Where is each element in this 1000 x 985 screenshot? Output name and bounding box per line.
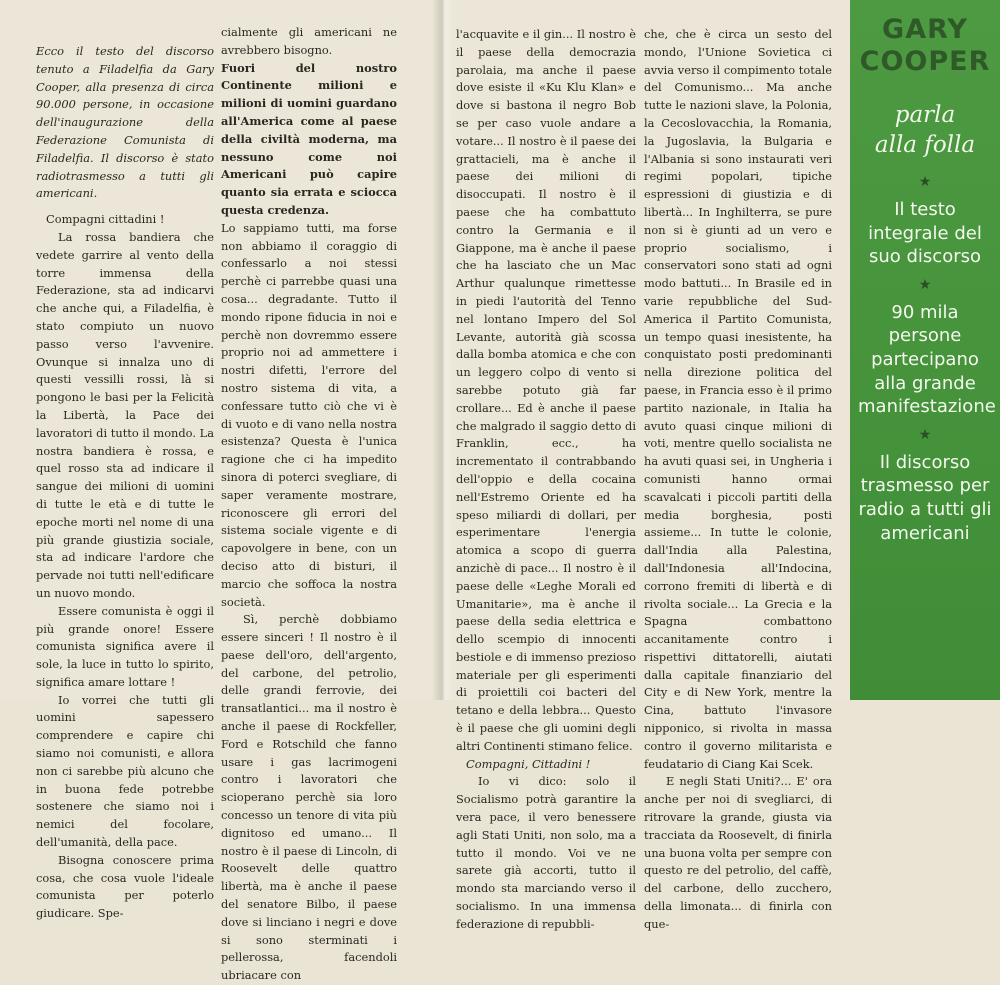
- speech-paragraph: Lo sappiamo tutti, ma forse non abbiamo il coraggio di confessarlo a noi stessi perchè ci parrebbe quasi una cosa... degradante. Tutto il mondo ripone fiducia in noi e perchè non dovremmo essere proprio noi ad ammettere i nostri difetti, l'errore del nostro sistema di vita, a confessare tutto ciò che vi è di vuoto e di vano nella nostra esistenza? Questa è l'unica ragione che ci ha impedito sinora di poterci svegliare, di saper veramente mostrare, riconoscere gli errori del sistema sociale vigente e di capovolgere in bene, con un deciso atto di bisturi, il marcio che soffoca la nostra società.: [221, 220, 397, 609]
- bold-passage: Fuori del nostro Continente milioni e milioni di uomini guardano all'America come al paese della civiltà moderna, ma nessuno come noi Americani può capire quanto sia errata e sciocca questa credenza.: [221, 60, 397, 217]
- green-cover-panel: [850, 0, 1000, 700]
- salutation: Compagni cittadini !: [46, 212, 165, 227]
- intro-paragraph: Ecco il testo del discorso tenuto a Filadelfia da Gary Cooper, alla presenza di circa 90.000 persone, in occasione dell'inaugurazione della Federazione Comunista di Filadelfia. Il discorso è stato radiotrasmesso a tutti gli americani.: [36, 44, 214, 201]
- star-icon: ★: [918, 174, 932, 190]
- speech-paragraph: Io vorrei che tutti gli uomini sapessero comprendere e capire chi siamo noi comunisti, e allora non ci sarebbe più alcuno che in buona fede potrebbe sostenere che siamo noi i nemici del focolare, dell'umanità, della pace.: [36, 692, 214, 850]
- center-fold: [432, 0, 454, 700]
- speech-paragraph: Essere comunista è oggi il più grande onore! Essere comunista significa avere il sole, la luce in tutto lo spirito, significa amare lottare !: [36, 603, 214, 689]
- cover-blurb-1: Il testo integrale del suo discorso: [868, 199, 982, 268]
- speech-paragraph: E negli Stati Uniti?... E' ora anche per noi di svegliarci, di ritrovare la grande, giusta via tracciata da Roosevelt, di finirla una buona volta per sempre con questo re del petrolio, del caffè, del carbone, dello zucchero, della limonata... di finirla con que-: [644, 774, 832, 931]
- title-line-gary: GARY: [882, 14, 968, 45]
- cover-blurb-3: Il discorso trasmesso per radio a tutti gli americani: [858, 451, 992, 544]
- text-column-4: [644, 0, 832, 931]
- script-line-2: alla folla: [874, 132, 976, 158]
- star-icon: ★: [918, 426, 932, 443]
- speech-paragraph: Bisogna conoscere prima cosa, che cosa vuole l'ideale comunista per poterlo giudicare. Spe-: [36, 852, 214, 921]
- star-icon: ★: [918, 276, 932, 293]
- speech-paragraph: che, che è circa un sesto del mondo, l'Unione Sovietica ci avvia verso il compimento totale del Comunismo... Ma anche tutte le nazioni slave, la Polonia, la Cecoslovacchia, la Romania, la Jugoslavia, la Bulgaria e l'Albania si sono instaurati veri regimi popolari, tipiche espressioni di giustizia e di libertà... In Inghilterra, se pure non si è giunti ad un vero e proprio socialismo, i conservatori sono stati ad ogni modo battuti... In Brasile ed in varie repubbliche del Sud-America il Partito Comunista, un tempo quasi inesistente, ha conquistato posti predominanti nella direzione politica del paese, in Francia esso è il primo partito nazionale, in Italia ha avuto quasi cinque milioni di voti, mentre quello socialista ne ha avuti quasi sei, in Ungheria i comunisti hanno ormai scavalcati i piccoli partiti della media borghesia, posti assieme... In tutte le colonie, dall'India alla Palestina, dall'Indonesia all'Indocina, corrono fremiti di libertà e di rivolta sociale... La Grecia e la Spagna combattono accanitamente contro i rispettivi dittatorelli, aiutati dalla capitale finanziario del City e di New York, mentre la Cina, battuto l'invasore nipponico, si rivolta in massa contro il governo militarista e feudatario di Ciang Kai Scek.: [644, 27, 832, 771]
- cover-title: [850, 14, 1000, 78]
- speech-paragraph: cialmente gli americani ne avrebbero bisogno.: [221, 25, 397, 57]
- salutation: Compagni, Cittadini !: [466, 756, 591, 771]
- speech-paragraph: Sì, perchè dobbiamo essere sinceri ! Il nostro è il paese dell'oro, dell'argento, del carbone, del petrolio, delle grandi ferrovie, dei transatlantici... ma il nostro è anche il paese di Rockfeller, Ford e Rotschild che fanno usare i gas lacrimogeni contro i lavoratori che scioperano perchè sia loro concesso un tenore di vita più dignitoso ed umano... Il nostro è il paese di Lincoln, di Roosevelt delle quattro libertà, ma è anche il paese del senatore Bilbo, il paese dove si linciano i negri e dove si sono sterminati i pellerossa, facendoli ubriacare con: [221, 612, 397, 983]
- text-column-3: [456, 0, 636, 931]
- cover-script-subtitle: [850, 100, 1000, 160]
- script-line-1: parla: [894, 102, 956, 128]
- text-column-2: [221, 0, 397, 983]
- text-column-1: [36, 0, 214, 921]
- speech-paragraph: Io vi dico: solo il Socialismo potrà garantire la vera pace, il vero benessere agli Stati Uniti, non solo, ma a tutto il mondo. Voi ve ne sarete già accorti, tutto il mondo sta marciando verso il socialismo. In una immensa federazione di repubbli-: [456, 774, 636, 931]
- speech-paragraph: l'acquavite e il gin... Il nostro è il paese della democrazia parolaia, ma anche il paese dove esiste il «Ku Klu Klan» e dove si bastona il negro Bob se per caso vuole andare a votare... Il nostro è il paese dei grattacieli, ma è anche il paese dei milioni di disoccupati. Il nostro è il paese che ha combattuto contro la Germania e il Giappone, ma è anche il paese che ha lasciato che un Mac Arthur qualunque rimettesse in piedi l'autorità del Tenno nel lontano Impero del Sol Levante, autorità già scossa dalla bomba atomica e che con un leggero colpo di vento si sarebbe potuto già far crollare... Ed è anche il paese che malgrado il saggio detto di Franklin, ecc., ha incrementato il contrabbando dell'oppio e della cocaina nell'Estremo Oriente ed ha speso miliardi di dollari, per esperimentare l'energia atomica a scopo di guerra anzichè di pace... Il nostro è il paese delle «Leghe Morali ed Umanitarie», ma è anche il paese della sedia elettrica e dello scempio di innocenti bestiole e di immenso prezioso materiale per gli esperimenti di proiettili coi bacteri del tetano e della lebbra... Questo è il paese che gli uomini degli altri Continenti stimano felice.: [456, 27, 636, 753]
- cover-blurb-2: 90 mila persone partecipano alla grande manifestazione: [858, 301, 996, 418]
- speech-paragraph: La rossa bandiera che vedete garrire al vento della torre immensa della Federazione, sta ad indicarvi che anche qui, a Filadelfia, è stato compiuto un nuovo passo verso l'avvenire. Ovunque si innalza uno di questi vessilli rossi, là si pongono le basi per la Felicità la Libertà, la Pace dei lavoratori di tutto il mondo. La nostra bandiera è rossa, e quel rosso sta ad indicare il sangue dei milioni di uomini di tutte le età e di tutte le epoche morti nel nome di una più grande giustizia sociale, sta ad indicare l'ardore che pervade noi tutti nell'edificare un nuovo mondo.: [36, 229, 214, 600]
- title-line-cooper: COOPER: [859, 46, 991, 77]
